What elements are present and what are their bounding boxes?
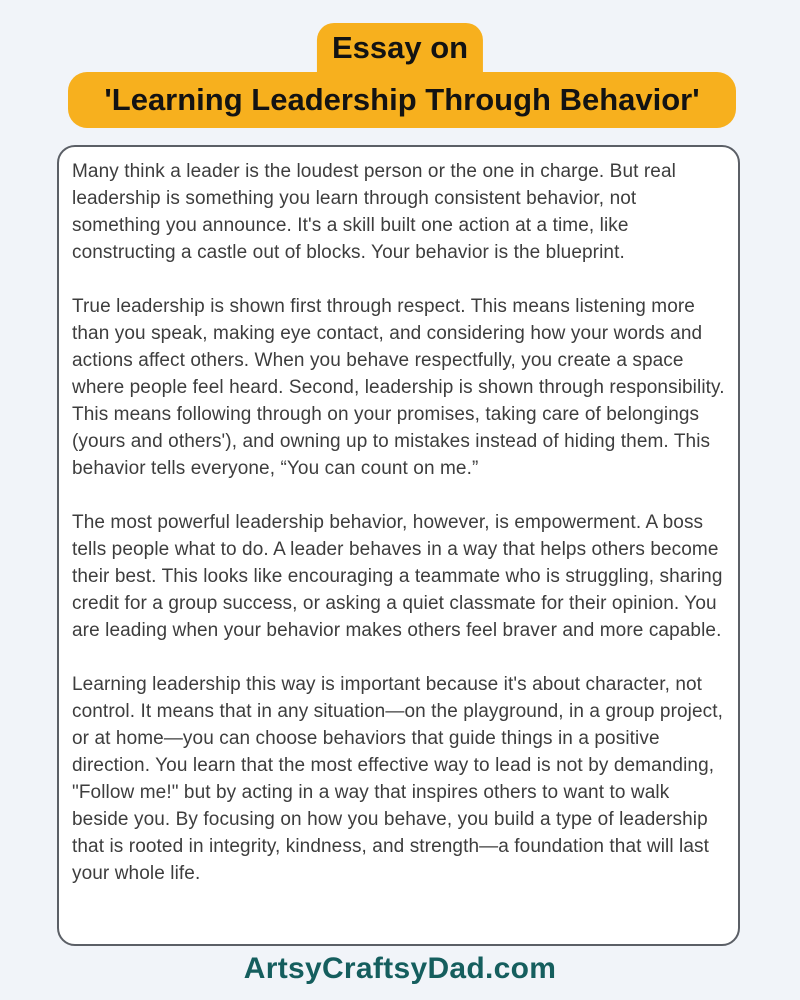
essay-title: 'Learning Leadership Through Behavior': [104, 82, 700, 117]
badge-title-bar: [68, 72, 736, 128]
essay-paragraph-2: True leadership is shown first through respect. This means listening more than you speak, making eye contact, and considering how your words and actions affect others. When you behave respectfully, you create a space where people feel heard. Second, leadership is shown through responsibility. This means following through on your promises, taking care of belongings (yours and others'), and owning up to mistakes instead of hiding them. This behavior tells everyone, “You can count on me.”: [72, 296, 725, 479]
site-footer: [0, 952, 800, 986]
site-name: ArtsyCraftsyDad.com: [243, 952, 557, 985]
essay-paragraph-3: The most powerful leadership behavior, however, is empowerment. A boss tells people what to do. A leader behaves in a way that helps others become their best. This looks like encouraging a teammate who is struggling, sharing credit for a group success, or asking a quiet classmate for their opinion. You are leading when your behavior makes others feel braver and more capable.: [72, 512, 723, 641]
badge-top-tab: [317, 23, 483, 73]
essay-paragraph-4: Learning leadership this way is important because it's about character, not control. It means that in any situation—on the playground, in a group project, or at home—you can choose behaviors that guide things in a positive direction. You learn that the most effective way to lead is not by demanding, "Follow me!" but by acting in a way that inspires others to want to walk beside you. By focusing on how you behave, you build a type of leadership that is rooted in integrity, kindness, and strength—a foundation that will last your whole life.: [72, 674, 724, 884]
essay-paragraph-1: Many think a leader is the loudest person or the one in charge. But real leadership is something you learn through consistent behavior, not something you announce. It's a skill built one action at a time, like constructing a castle out of blocks. Your behavior is the blueprint.: [72, 161, 676, 263]
essay-card: [57, 145, 740, 946]
badge-top-label: Essay on: [331, 30, 469, 65]
